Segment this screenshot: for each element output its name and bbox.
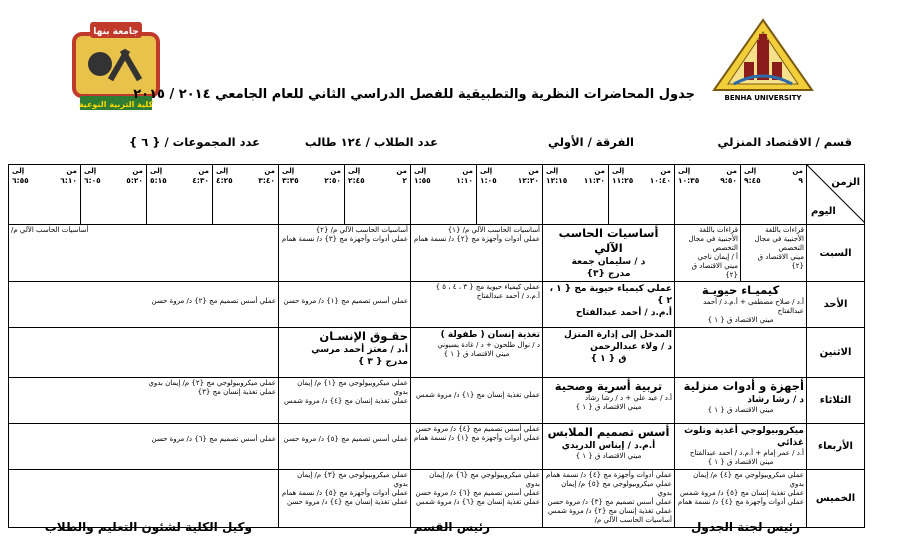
time-header: الزمن (831, 177, 860, 188)
day-saturday: السبت (807, 225, 865, 282)
lab-cell: عملي ميكروبيولوجي مج {٣} م/ إيمان بدوي عملي أدوات وأجهزة مج {٥} د/ نسمة همام عملي تغذية إنسان مج {٤} د/ مروة حسن (279, 470, 411, 528)
lecture-cell: أسس تصميم الملابس أ.م.د / إيناس الدريدي ميني الاقتصاد ق { ١ } (543, 424, 675, 470)
time-slot: من إلى ٢ ٢:٤٥ (345, 165, 411, 225)
footer-schedule-committee: رئيس لجنة الجدول (690, 520, 800, 534)
lab-cell: عملي أسس تصميم مج {١} د/ مروة حسن (279, 282, 411, 328)
lab-cell: عملي أسس تصميم مج {٤} د/ مروة حسن عملي أدوات وأجهزة مج {١} د/ نسمة همام (411, 424, 543, 470)
svg-text:كلية التربية النوعية: كلية التربية النوعية (78, 100, 154, 109)
footer-vice-dean: وكيل الكلية لشئون التعليم والطلاب (44, 520, 252, 534)
time-slot: من إلى ٣:٤٠ ٤:٢٥ (213, 165, 279, 225)
empty-cell (9, 328, 279, 378)
lecture-cell: قراءات باللغة الأجنبية في مجال التخصص أ / إيمان ناجي ميني الاقتصاد ق {٢} (675, 225, 741, 282)
lab-cell: عملي ميكروبيولوجي مج {٦} م/ إيمان بدوي عملي أسس تصميم مج {٦} د/ مروة حسن عملي تغذية إنسان مج {٦} د/ مروة شمس (411, 470, 543, 528)
lab-cell: أساسيات الحاسب الآلي م/ (9, 225, 279, 282)
time-slot: من إلى ١٢:٢٠ ١:٠٥ (477, 165, 543, 225)
day-monday: الاثنين (807, 328, 865, 378)
time-slot: من إلى ٩ ٩:٤٥ (741, 165, 807, 225)
lecture-cell: أجهزة و أدوات منزلية د / رشا رشاد ميني الاقتصاد ق { ١ } (675, 378, 807, 424)
lecture-cell: حقـوق الإنسـان أ.د / معتز أحمد مرسي مدرج { ٣ } (279, 328, 411, 378)
page-title: جدول المحاضرات النظرية والتطبيقية للفصل الدراسي الثاني للعام الجامعي ٢٠١٤ / ٢٠١٥ (133, 87, 695, 102)
students-count: عدد الطلاب / ١٢٤ طالب (304, 135, 438, 149)
time-slot: من إلى ٥:٢٠ ٦:٠٥ (81, 165, 147, 225)
time-slot: من إلى ٤:٣٠ ٥:١٥ (147, 165, 213, 225)
footer-department-head: رئيس القسم (413, 520, 490, 534)
benha-university-logo (712, 18, 814, 104)
day-header: اليوم (811, 206, 836, 217)
schedule-table (8, 164, 865, 528)
day-wednesday: الأربعاء (807, 424, 865, 470)
department-label: قسم / الاقتصاد المنزلي (717, 135, 852, 149)
lab-cell: عملي ميكروبيولوجي مج {٢} م/ إيمان بدوي عملي تغذية إنسان مج {٣} (9, 378, 279, 424)
svg-text:جامعة بنها: جامعة بنها (93, 27, 139, 37)
time-slot: من إلى ٢:٥٠ ٣:٣٥ (279, 165, 345, 225)
time-slot: من إلى ١:١٠ ١:٥٥ (411, 165, 477, 225)
groups-count: عدد المجموعات / { ٦ } (129, 135, 260, 149)
lab-cell: أساسيات الحاسب الآلي م/ {٢} عملي أدوات وأجهزة مج {٣} د/ نسمة همام (279, 225, 411, 282)
lab-cell: أساسيات الحاسب الآلي م/ {١} عملي أدوات وأجهزة مج {٢} د/ نسمة همام (411, 225, 543, 282)
corner-header (807, 165, 865, 225)
lecture-cell: ميكروبيولوجي أغذية وتلوث غذائي أ.د / عمر إمام + أ.م.د / أحمد عبدالفتاح ميني الاقتصاد ق { ١ } (675, 424, 807, 470)
lab-cell: عملي كيمياء حيوية مج { ١ ، ٢ } أ.م.د / أحمد عبدالفتاح (543, 282, 675, 328)
empty-cell (9, 470, 279, 528)
level-label: الفرقة / الأولي (547, 135, 634, 149)
day-tuesday: الثلاثاء (807, 378, 865, 424)
lab-cell: عملي أسس تصميم مج {٦} د/ مروة حسن (9, 424, 279, 470)
lab-cell: عملي أسس تصميم مج {٥} د/ مروة حسن (279, 424, 411, 470)
lab-cell: عملي أدوات وأجهزة مج {٤} د/ نسمة همام عملي ميكروبيولوجي مج {٥} م/ إيمان بدوي عملي أسس تصميم مج {٣} د/ مروة حسن عملي تغذية إنسان مج {٢} د/ مروة شمس أساسيات الحاسب الآلي م/ (543, 470, 675, 528)
svg-text:BENHA UNIVERSITY: BENHA UNIVERSITY (724, 94, 802, 102)
lecture-cell: قراءات باللغة الأجنبية في مجال التخصص ميني الاقتصاد ق {٢} (741, 225, 807, 282)
time-slot: من إلى ٦:١٠ ٦:٥٥ (9, 165, 81, 225)
lab-cell: عملي تغذية إنسان مج {١} د/ مروة شمس (411, 378, 543, 424)
lab-cell: عملي ميكروبيولوجي مج {٤} م/ إيمان بدوي عملي تغذية إنسان مج {٥} د/ مروة شمس عملي أدوات وأجهزة مج {٤} د/ نسمة همام (675, 470, 807, 528)
lecture-cell: تربية أسرية وصحية أ.د / عيد علي + د / رشا رشاد ميني الاقتصاد ق { ١ } (543, 378, 675, 424)
day-sunday: الأحد (807, 282, 865, 328)
time-slot: من إلى ١١:٣٠ ١٢:١٥ (543, 165, 609, 225)
time-slot: من إلى ٩:٥٠ ١٠:٣٥ (675, 165, 741, 225)
day-thursday: الخميس (807, 470, 865, 528)
time-slot: من إلى ١٠:٤٠ ١١:٢٥ (609, 165, 675, 225)
lab-cell: عملي ميكروبيولوجي مج {١} م/ إيمان بدوي عملي تغذية إنسان مج {٤} د/ مروة شمس (279, 378, 411, 424)
lab-cell: عملي أسس تصميم مج {٢} د/ مروة حسن (9, 282, 279, 328)
empty-cell (675, 328, 807, 378)
lecture-cell: تغذية إنسان ( طفولة ) د / نوال طلحون + د / غادة بسيوني ميني الاقتصاد ق { ١ } (411, 328, 543, 378)
lecture-cell: أساسيات الحاسب الآلي د / سليمان جمعة مدرج {٣} (543, 225, 675, 282)
lecture-cell: المدخل إلى إدارة المنزل د / ولاء عبدالرحمن ق { ١ } (543, 328, 675, 378)
lecture-cell: كيميـاء حيويـة أ.د / صلاح مصطفى + أ.م.د / أحمد عبدالفتاح ميني الاقتصاد ق { ١ } (675, 282, 807, 328)
lab-cell: عملي كيمياء حيوية مج { ٣ ، ٤ ، ٥ } أ.م.د / أحمد عبدالفتاح (411, 282, 543, 328)
